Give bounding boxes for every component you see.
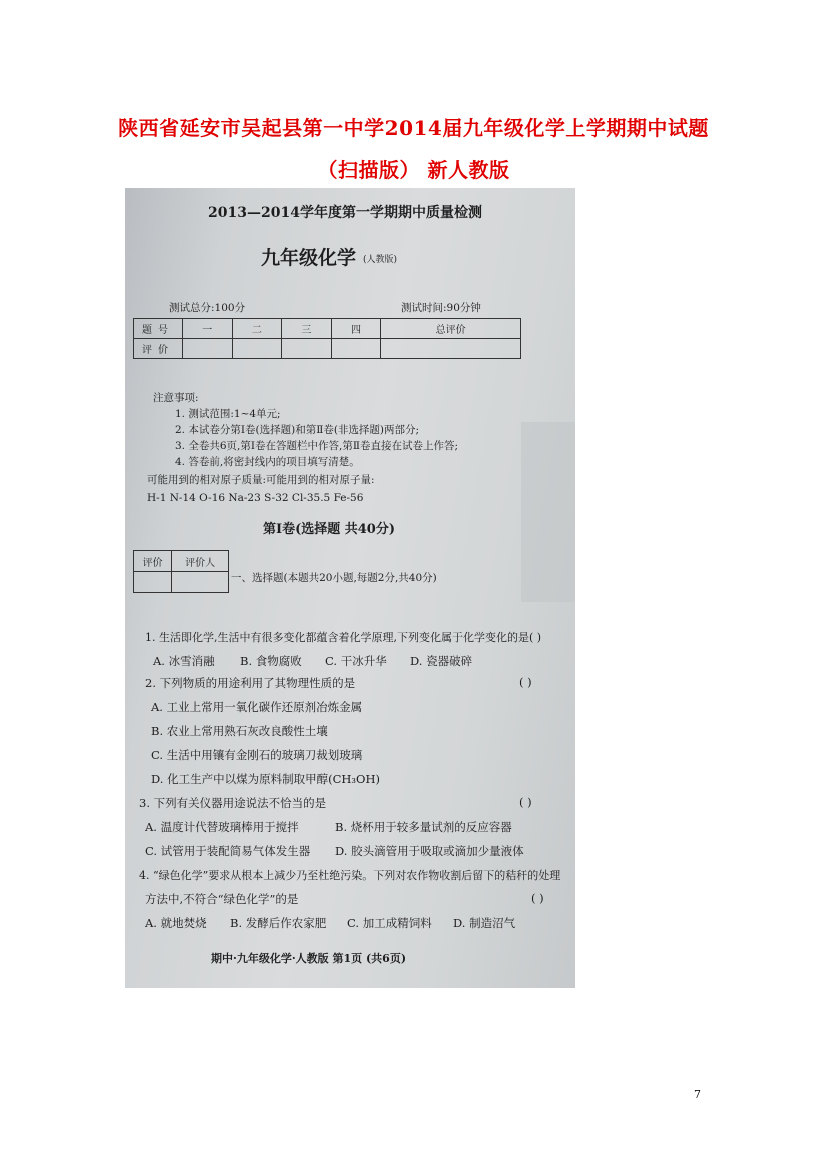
note-item: 1. 测试范围:1~4单元; [175, 408, 281, 420]
notes-title: 注意事项: [153, 392, 199, 404]
score-cell: 题号 [134, 319, 183, 339]
note-item: 2. 本试卷分第Ⅰ卷(选择题)和第Ⅱ卷(非选择题)两部分; [175, 424, 420, 436]
score-cell: 评价 [134, 339, 183, 359]
scan-footer: 期中·九年级化学·人教版 第1页 (共6页) [211, 952, 407, 965]
score-cell [381, 339, 521, 359]
eval-table-row [134, 572, 229, 593]
score-cell: 四 [331, 319, 381, 339]
score-cell [331, 339, 381, 359]
score-cell: 三 [282, 319, 332, 339]
exam-heading: 2013—2014学年度第一学期期中质量检测 [208, 205, 482, 221]
q2-option-a: A. 工业上常用一氧化碳作还原剂冶炼金属 [151, 700, 363, 714]
eval-cell: 评价 [134, 551, 172, 572]
q1-option-c: C. 干冰升华 [325, 654, 387, 668]
score-cell: 二 [232, 319, 282, 339]
eval-cell [172, 572, 229, 593]
q4-option-b: B. 发酵后作农家肥 [230, 916, 327, 930]
q2-option-d: D. 化工生产中以煤为原料制取甲醇(CH₃OH) [151, 772, 380, 786]
page-number: 7 [694, 1088, 701, 1101]
score-cell [282, 339, 332, 359]
question-4: 4. “绿色化学”要求从根本上减少乃至杜绝污染。下列对农作物收割后留下的秸秆的处理 [139, 869, 561, 882]
q4-bracket: ( ) [531, 891, 544, 905]
q1-option-b: B. 食物腐败 [240, 654, 302, 668]
question-2: 2. 下列物质的用途利用了其物理性质的是 [145, 676, 356, 690]
score-cell: 总评价 [381, 319, 521, 339]
q2-option-b: B. 农业上常用熟石灰改良酸性土壤 [151, 724, 328, 738]
eval-cell [134, 572, 172, 593]
document-subtitle: （扫描版） 新人教版 [317, 158, 510, 182]
q4-option-a: A. 就地焚烧 [145, 916, 207, 930]
scan-shadow [521, 422, 575, 602]
q3-option-b: B. 烧杯用于较多量试剂的反应容器 [335, 820, 512, 834]
q3-option-c: C. 试管用于装配简易气体发生器 [145, 844, 311, 858]
eval-table-row [134, 551, 229, 572]
q3-option-a: A. 温度计代替玻璃棒用于搅拌 [145, 820, 299, 834]
test-time: 测试时间:90分钟 [401, 302, 481, 314]
eval-table [133, 550, 229, 593]
score-cell [183, 339, 233, 359]
score-table-row [134, 339, 521, 359]
q3-option-d: D. 胶头滴管用于吸取或滴加少量液体 [335, 844, 524, 858]
total-score: 测试总分:100分 [169, 302, 246, 314]
note-item: 4. 答卷前,将密封线内的项目填写清楚。 [175, 456, 360, 468]
score-cell [232, 339, 282, 359]
score-cell: 一 [183, 319, 233, 339]
q1-option-d: D. 瓷器破碎 [410, 654, 473, 668]
q4-option-c: C. 加工成精饲料 [347, 916, 432, 930]
scanned-exam-image [125, 188, 575, 988]
section1-title: 一、选择题(本题共20小题,每题2分,共40分) [231, 572, 437, 584]
q1-option-a: A. 冰雪消融 [153, 654, 215, 668]
score-table [133, 318, 521, 359]
atomic-mass-title: 可能用到的相对原子质量:可能用到的相对原子量: [147, 474, 375, 486]
q2-option-c: C. 生活中用镶有金刚石的玻璃刀裁划玻璃 [151, 748, 363, 762]
exam-subject-note: (人教版) [363, 255, 398, 265]
question-4-continued: 方法中,不符合“绿色化学”的是 [145, 892, 299, 906]
part1-title: 第Ⅰ卷(选择题 共40分) [263, 522, 395, 537]
score-table-row [134, 319, 521, 339]
question-1: 1. 生活即化学,生活中有很多变化都蕴含着化学原理,下列变化属于化学变化的是( ) [145, 631, 542, 644]
q2-bracket: ( ) [519, 675, 532, 689]
eval-cell: 评价人 [172, 551, 229, 572]
note-item: 3. 全卷共6页,第Ⅰ卷在答题栏中作答,第Ⅱ卷直接在试卷上作答; [175, 440, 459, 452]
exam-subject: 九年级化学 [261, 247, 357, 269]
atomic-masses: H-1 N-14 O-16 Na-23 S-32 Cl-35.5 Fe-56 [147, 492, 364, 504]
q4-option-d: D. 制造沼气 [453, 916, 516, 930]
document-title: 陕西省延安市吴起县第一中学2014届九年级化学上学期期中试题 [118, 116, 709, 140]
question-3: 3. 下列有关仪器用途说法不恰当的是 [139, 796, 327, 810]
q3-bracket: ( ) [519, 795, 532, 809]
